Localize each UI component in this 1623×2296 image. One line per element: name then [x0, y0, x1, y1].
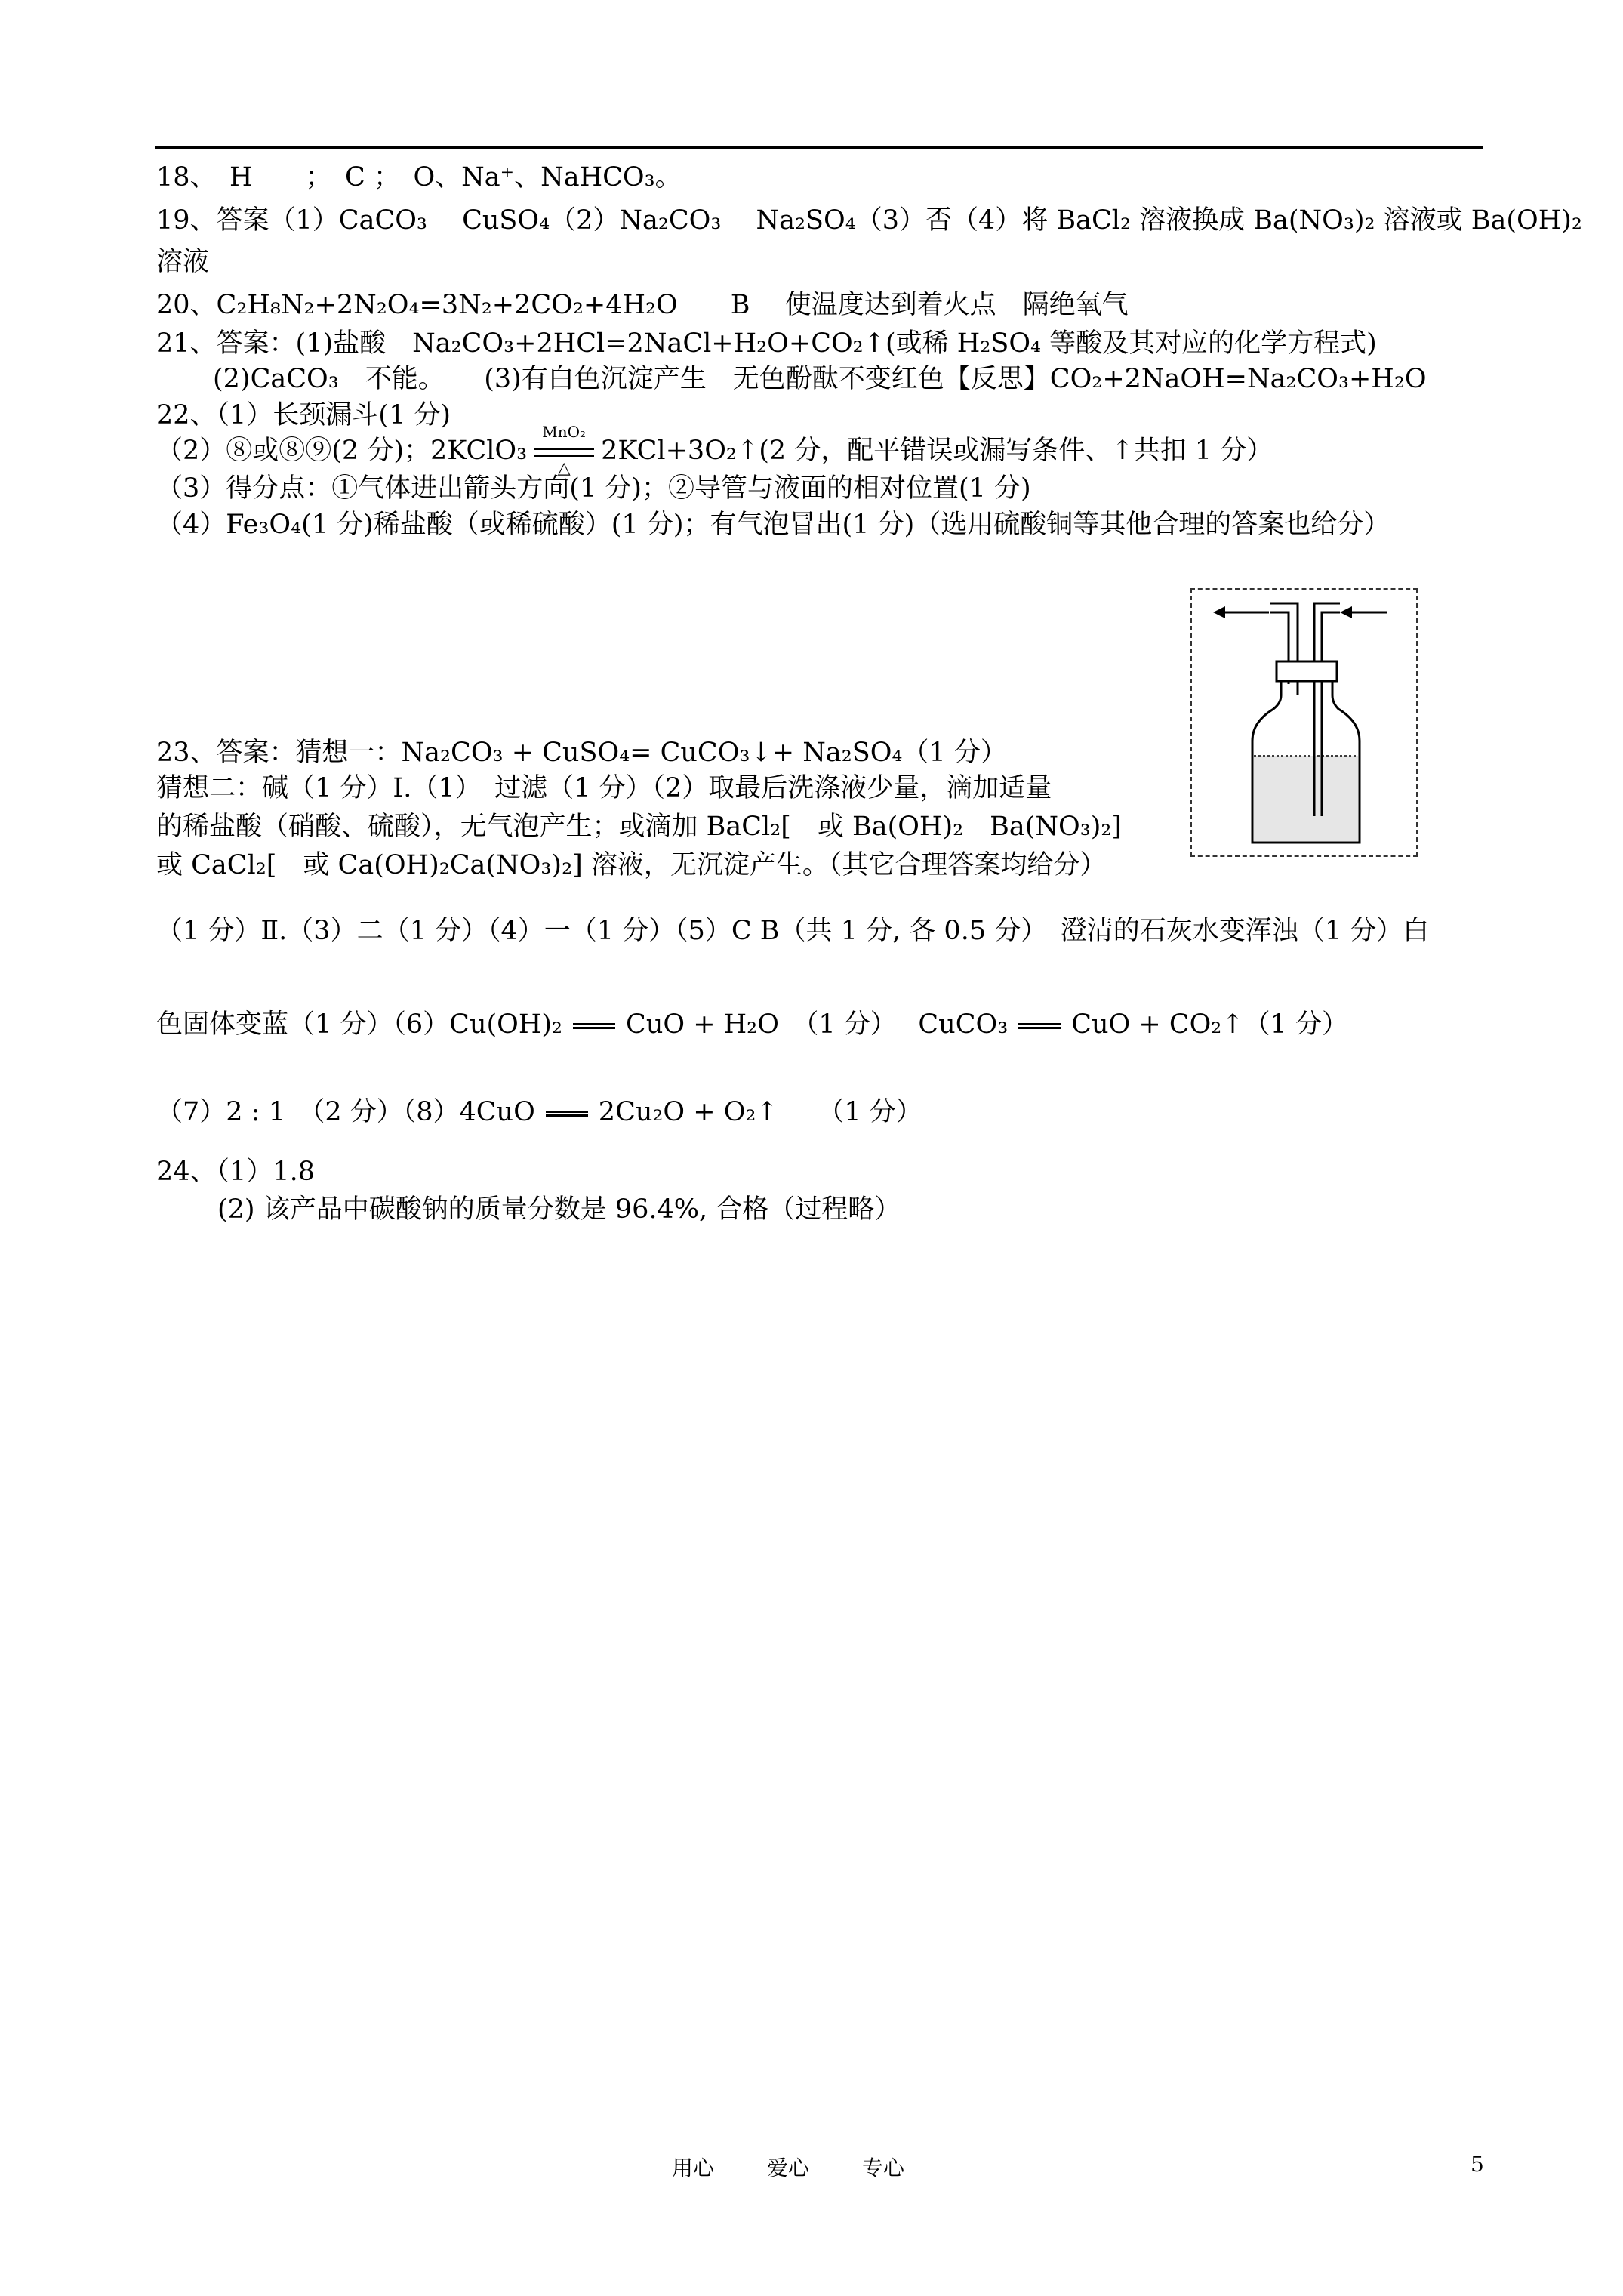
catalyst-label: MnO₂	[542, 423, 587, 441]
answer-22-part2-text: （2）⑧或⑧⑨(2 分)；2KClO₃	[156, 436, 528, 466]
footer-item: 专心	[862, 2156, 905, 2180]
answer-22-part2-products: 2KCl+3O₂↑(2 分，配平错误或漏写条件、↑共扣 1 分）	[601, 436, 1273, 466]
answer-23-line7-part1: （7）2 : 1 （2 分）（8）4CuO	[156, 1097, 535, 1127]
equals-sign	[546, 1111, 588, 1117]
answer-22-part2	[156, 423, 1273, 478]
answer-23-line4: 或 CaCl₂[ 或 Ca(OH)₂Ca(NO₃)₂] 溶液，无沉淀产生。（其它合理答案均给分）	[156, 850, 1107, 880]
header-rule	[155, 146, 1483, 149]
answer-21-line1: 21、答案：(1)盐酸 Na₂CO₃+2HCl=2NaCl+H₂O+CO₂↑(或稀 H₂SO₄ 等酸及其对应的化学方程式)	[156, 328, 1377, 359]
answer-22-part4: （4）Fe₃O₄(1 分)稀盐酸（或稀硫酸）(1 分)；有气泡冒出(1 分)（选用硫酸铜等其他合理的答案也给分）	[156, 510, 1390, 540]
answer-18: 18、 H ； C ； O、Na⁺、NaHCO₃。	[156, 162, 682, 193]
footer-item: 爱心	[767, 2156, 810, 2180]
gas-out-arrowhead	[1213, 606, 1225, 618]
footer-slogan	[672, 2152, 957, 2182]
answer-19-line2: 溶液	[156, 247, 210, 277]
equals-sign	[573, 1023, 615, 1029]
answer-21-line2: (2)CaCO₃ 不能。 (3)有白色沉淀产生 无色酚酞不变红色【反思】CO₂+2NaOH=Na₂CO₃+H₂O	[213, 364, 1427, 394]
answer-24-part1: 24、（1）1.8	[156, 1157, 315, 1187]
answer-23-line7	[156, 1099, 922, 1126]
answer-23-line6-part3: CuO + CO₂↑（1 分）	[1071, 1009, 1349, 1040]
answer-23-line6-part2: CuO + H₂O （1 分） CuCO₃	[626, 1009, 1009, 1040]
gas-in-arrowhead	[1340, 606, 1352, 618]
answer-22-part3: （3）得分点：①气体进出箭头方向(1 分)；②导管与液面的相对位置(1 分)	[156, 473, 1031, 504]
gas-wash-bottle-diagram	[1192, 590, 1416, 855]
stopper	[1277, 661, 1337, 681]
answer-23-line3: 的稀盐酸（硝酸、硫酸），无气泡产生；或滴加 BaCl₂[ 或 Ba(OH)₂ Ba(NO₃)₂]	[156, 812, 1123, 842]
footer-item: 用心	[672, 2156, 715, 2180]
answer-20: 20、C₂H₈N₂+2N₂O₄=3N₂+2CO₂+4H₂O B 使温度达到着火点 隔绝氧气	[156, 290, 1129, 320]
answer-23-line7-part2: 2Cu₂O + O₂↑ （1 分）	[598, 1097, 922, 1127]
answer-22-part1: 22、（1）长颈漏斗(1 分)	[156, 400, 451, 430]
answer-24-part2: (2) 该产品中碳酸钠的质量分数是 96.4%, 合格（过程略）	[217, 1194, 901, 1225]
answer-23-line6	[156, 1009, 1349, 1040]
gas-wash-bottle-figure	[1190, 588, 1418, 857]
answer-23-line6-part1: 色固体变蓝（1 分）（6）Cu(OH)₂	[156, 1009, 563, 1040]
page-number: 5	[1471, 2152, 1484, 2177]
answer-19-line1: 19、答案（1）CaCO₃ CuSO₄（2）Na₂CO₃ Na₂SO₄（3）否（4）将 BaCl₂ 溶液换成 Ba(NO₃)₂ 溶液或 Ba(OH)₂	[156, 205, 1582, 236]
heat-symbol: △	[557, 459, 571, 478]
reaction-condition	[530, 423, 598, 478]
answer-23-line2: 猜想二：碱（1 分）Ⅰ.（1） 过滤（1 分）（2）取最后洗涤液少量，滴加适量	[156, 773, 1052, 803]
answer-23-line1: 23、答案：猜想一：Na₂CO₃ + CuSO₄= CuCO₃↓+ Na₂SO₄（1 分）	[156, 738, 1007, 768]
equals-sign	[1018, 1023, 1061, 1029]
liquid	[1254, 756, 1358, 841]
reaction-arrow	[534, 448, 594, 457]
answer-23-line5: （1 分）Ⅱ.（3）二（1 分）（4）一（1 分）（5）C B（共 1 分, 各 0.5 分） 澄清的石灰水变浑浊（1 分）白	[156, 916, 1430, 946]
